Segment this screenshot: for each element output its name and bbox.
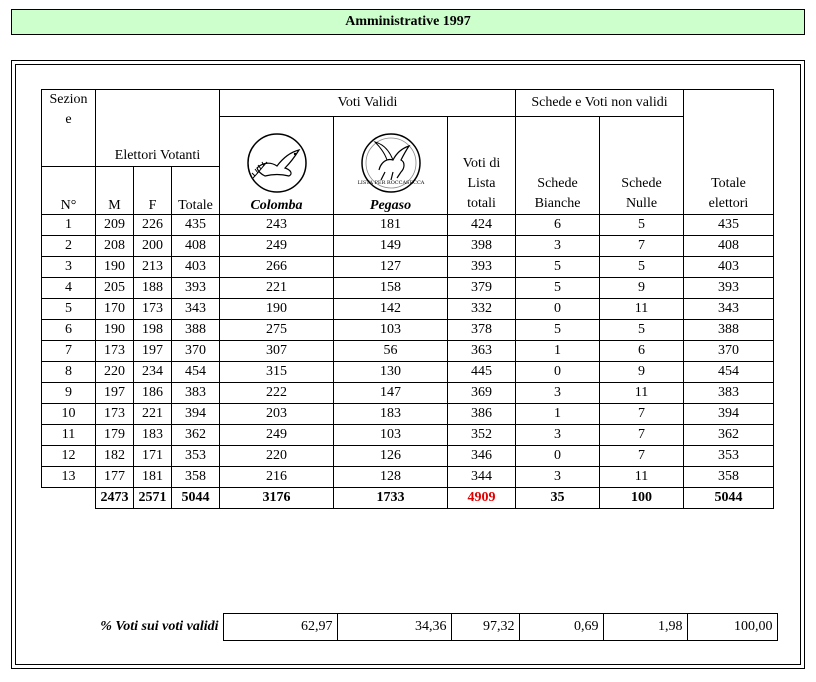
header-schede-nulle: Schede Nulle [600,117,684,215]
cell-m: 220 [96,362,134,383]
cell-f: 181 [134,467,172,488]
cell-schede-bianche: 1 [516,341,600,362]
cell-schede-nulle: 5 [600,215,684,236]
percent-voti-lista: 97,32 [451,614,519,641]
cell-totale-elettori: 362 [684,425,774,446]
cell-sezione: 5 [42,299,96,320]
cell-pegaso: 126 [334,446,448,467]
pegaso-label: Pegaso [369,198,412,213]
table-row [42,320,774,341]
cell-totale: 435 [172,215,220,236]
cell-schede-nulle: 9 [600,362,684,383]
cell-f: 213 [134,257,172,278]
percent-schede-nulle: 1,98 [603,614,687,641]
cell-voti-lista: 398 [448,236,516,257]
total-elettori: 5044 [684,488,774,509]
cell-voti-lista: 344 [448,467,516,488]
cell-f: 171 [134,446,172,467]
cell-schede-bianche: 0 [516,362,600,383]
cell-totale-elettori: 388 [684,320,774,341]
cell-m: 179 [96,425,134,446]
cell-voti-lista: 332 [448,299,516,320]
cell-totale-elettori: 454 [684,362,774,383]
colomba-dove-icon [239,132,315,194]
cell-m: 177 [96,467,134,488]
header-schede-non-validi: Schede e Voti non validi [516,90,684,117]
table-row [42,257,774,278]
cell-colomba: 275 [220,320,334,341]
cell-schede-nulle: 7 [600,236,684,257]
total-schede-nulle: 100 [600,488,684,509]
cell-schede-nulle: 5 [600,320,684,341]
cell-totale-elettori: 343 [684,299,774,320]
cell-schede-bianche: 5 [516,278,600,299]
cell-pegaso: 103 [334,320,448,341]
percent-colomba: 62,97 [223,614,337,641]
cell-schede-bianche: 3 [516,236,600,257]
header-m: M [96,167,134,215]
cell-pegaso: 149 [334,236,448,257]
header-colomba [220,117,334,215]
cell-schede-bianche: 0 [516,446,600,467]
header-sezione-number: N° [42,167,96,215]
cell-totale: 358 [172,467,220,488]
percent-totale: 100,00 [687,614,777,641]
header-elettori-votanti: Elettori Votanti [96,90,220,167]
header-f: F [134,167,172,215]
cell-schede-bianche: 1 [516,404,600,425]
cell-sezione: 12 [42,446,96,467]
cell-f: 200 [134,236,172,257]
svg-text:LISTA PER ROCCASECCA: LISTA PER ROCCASECCA [357,180,424,186]
page-title: Amministrative 1997 [11,9,805,35]
total-schede-bianche: 35 [516,488,600,509]
cell-schede-nulle: 5 [600,257,684,278]
results-table [41,89,774,509]
cell-schede-bianche: 3 [516,467,600,488]
table-row [42,362,774,383]
cell-colomba: 190 [220,299,334,320]
cell-f: 186 [134,383,172,404]
cell-m: 209 [96,215,134,236]
cell-totale: 383 [172,383,220,404]
cell-schede-bianche: 6 [516,215,600,236]
cell-totale: 343 [172,299,220,320]
cell-schede-bianche: 5 [516,257,600,278]
cell-sezione: 10 [42,404,96,425]
cell-pegaso: 147 [334,383,448,404]
cell-m: 182 [96,446,134,467]
cell-colomba: 203 [220,404,334,425]
cell-voti-lista: 352 [448,425,516,446]
header-schede-bianche: Schede Bianche [516,117,600,215]
cell-pegaso: 158 [334,278,448,299]
cell-colomba: 249 [220,425,334,446]
cell-voti-lista: 386 [448,404,516,425]
cell-sezione: 8 [42,362,96,383]
cell-totale: 403 [172,257,220,278]
cell-totale-elettori: 408 [684,236,774,257]
cell-m: 173 [96,404,134,425]
cell-voti-lista: 369 [448,383,516,404]
cell-voti-lista: 379 [448,278,516,299]
cell-f: 198 [134,320,172,341]
cell-voti-lista: 445 [448,362,516,383]
cell-colomba: 243 [220,215,334,236]
cell-f: 183 [134,425,172,446]
cell-sezione: 2 [42,236,96,257]
cell-pegaso: 183 [334,404,448,425]
cell-voti-lista: 378 [448,320,516,341]
cell-voti-lista: 363 [448,341,516,362]
cell-totale: 393 [172,278,220,299]
pegaso-horse-icon [353,132,429,194]
total-voti-lista: 4909 [448,488,516,509]
cell-m: 205 [96,278,134,299]
cell-f: 226 [134,215,172,236]
cell-schede-nulle: 11 [600,299,684,320]
table-row [42,404,774,425]
cell-schede-nulle: 11 [600,467,684,488]
cell-sezione: 4 [42,278,96,299]
cell-pegaso: 181 [334,215,448,236]
cell-colomba: 266 [220,257,334,278]
cell-pegaso: 56 [334,341,448,362]
cell-schede-nulle: 9 [600,278,684,299]
cell-f: 197 [134,341,172,362]
percent-pegaso: 34,36 [337,614,451,641]
cell-totale-elettori: 383 [684,383,774,404]
cell-pegaso: 127 [334,257,448,278]
cell-totale-elettori: 353 [684,446,774,467]
cell-m: 170 [96,299,134,320]
colomba-label: Colomba [250,198,303,213]
cell-sezione: 3 [42,257,96,278]
cell-m: 173 [96,341,134,362]
cell-m: 190 [96,320,134,341]
header-totale-elettori: Totale elettori [684,90,774,215]
cell-totale: 370 [172,341,220,362]
cell-pegaso: 128 [334,467,448,488]
table-row [42,236,774,257]
cell-totale-elettori: 370 [684,341,774,362]
header-voti-validi: Voti Validi [220,90,516,117]
cell-pegaso: 130 [334,362,448,383]
percent-table [41,613,778,641]
cell-m: 197 [96,383,134,404]
cell-totale: 353 [172,446,220,467]
percent-schede-bianche: 0,69 [519,614,603,641]
cell-pegaso: 142 [334,299,448,320]
total-f: 2571 [134,488,172,509]
cell-f: 173 [134,299,172,320]
cell-colomba: 221 [220,278,334,299]
cell-schede-nulle: 11 [600,383,684,404]
cell-colomba: 315 [220,362,334,383]
cell-m: 190 [96,257,134,278]
table-row [42,278,774,299]
cell-m: 208 [96,236,134,257]
cell-totale-elettori: 403 [684,257,774,278]
cell-colomba: 222 [220,383,334,404]
cell-totale: 394 [172,404,220,425]
cell-colomba: 307 [220,341,334,362]
total-votanti: 5044 [172,488,220,509]
cell-sezione: 9 [42,383,96,404]
cell-schede-bianche: 3 [516,425,600,446]
cell-sezione: 6 [42,320,96,341]
cell-schede-bianche: 5 [516,320,600,341]
cell-schede-nulle: 7 [600,404,684,425]
percent-label: % Voti sui voti validi [100,619,219,634]
cell-voti-lista: 346 [448,446,516,467]
header-sezione: Sezion e [42,90,96,167]
table-row [42,299,774,320]
total-pegaso: 1733 [334,488,448,509]
cell-f: 221 [134,404,172,425]
cell-colomba: 249 [220,236,334,257]
header-totale: Totale [172,167,220,215]
cell-totale-elettori: 358 [684,467,774,488]
cell-totale-elettori: 435 [684,215,774,236]
cell-sezione: 7 [42,341,96,362]
cell-totale: 388 [172,320,220,341]
cell-pegaso: 103 [334,425,448,446]
cell-schede-nulle: 7 [600,425,684,446]
cell-voti-lista: 393 [448,257,516,278]
table-row [42,446,774,467]
cell-sezione: 1 [42,215,96,236]
cell-schede-nulle: 7 [600,446,684,467]
cell-totale-elettori: 393 [684,278,774,299]
cell-schede-nulle: 6 [600,341,684,362]
header-pegaso [334,117,448,215]
cell-schede-bianche: 3 [516,383,600,404]
cell-totale-elettori: 394 [684,404,774,425]
cell-sezione: 13 [42,467,96,488]
table-row [42,215,774,236]
cell-totale: 454 [172,362,220,383]
cell-colomba: 216 [220,467,334,488]
cell-colomba: 220 [220,446,334,467]
table-row [42,467,774,488]
cell-totale: 408 [172,236,220,257]
cell-sezione: 11 [42,425,96,446]
cell-voti-lista: 424 [448,215,516,236]
totals-row [42,488,774,509]
header-voti-lista: Voti di Lista totali [448,117,516,215]
total-colomba: 3176 [220,488,334,509]
table-row [42,383,774,404]
cell-schede-bianche: 0 [516,299,600,320]
cell-totale: 362 [172,425,220,446]
cell-f: 188 [134,278,172,299]
table-row [42,341,774,362]
cell-f: 234 [134,362,172,383]
total-m: 2473 [96,488,134,509]
table-row [42,425,774,446]
